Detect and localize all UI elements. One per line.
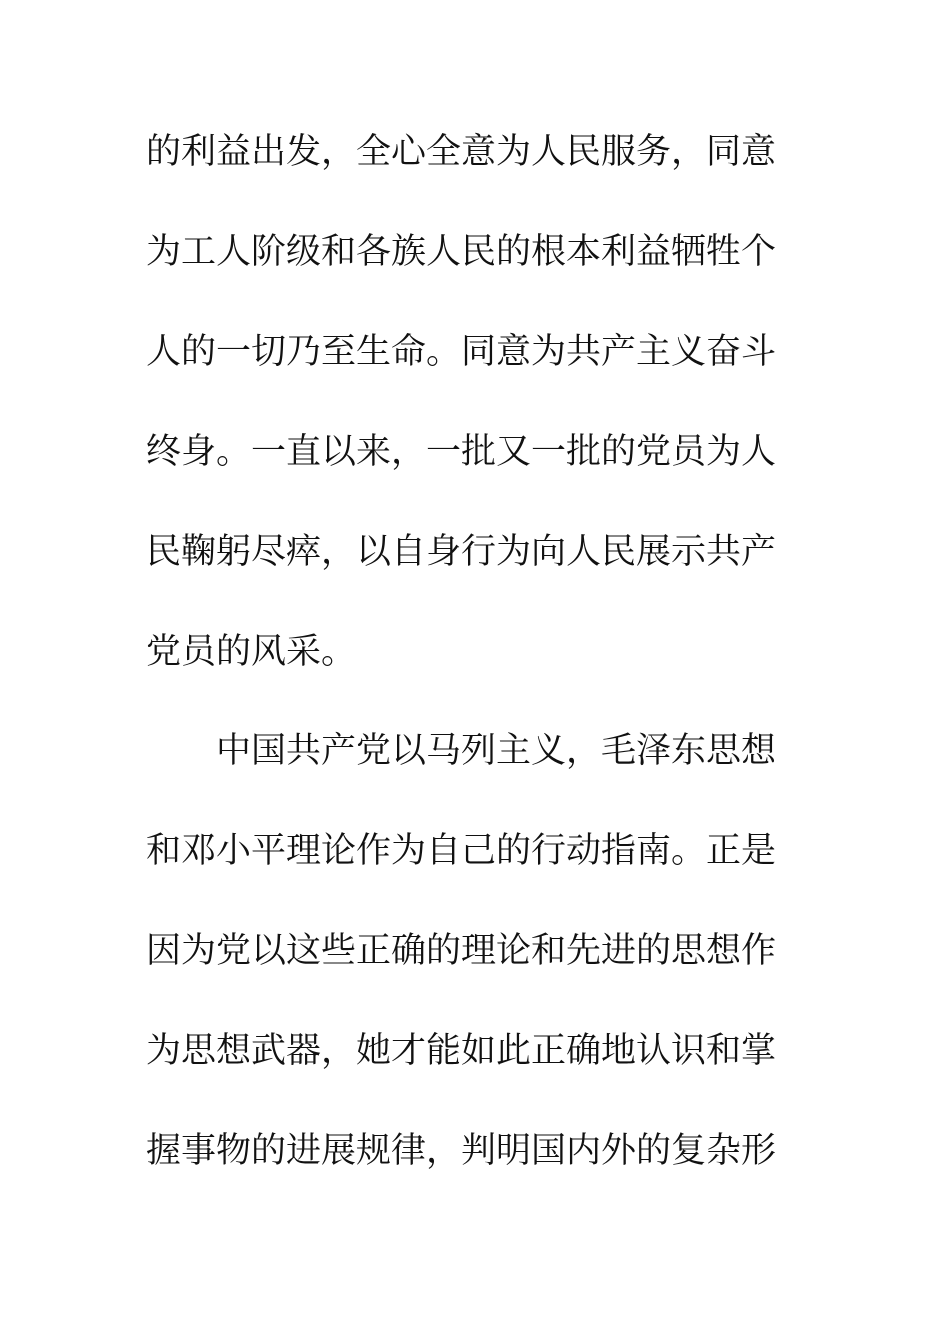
paragraph-1-line-4: 终身。一直以来，一批又一批的党员为人 [146,432,777,472]
paragraph-2-line-2: 和邓小平理论作为自己的行动指南。正是 [146,831,777,871]
paragraph-2-line-4: 为思想武器，她才能如此正确地认识和掌 [146,1031,777,1071]
paragraph-1-line-2: 为工人阶级和各族人民的根本利益牺牲个 [146,232,777,272]
paragraph-2-line-5: 握事物的进展规律，判明国内外的复杂形 [146,1131,777,1171]
paragraph-1-line-5: 民鞠躬尽瘁，以自身行为向人民展示共产 [146,532,777,572]
paragraph-1-line-1: 的利益出发，全心全意为人民服务，同意 [146,132,777,172]
paragraph-1-line-3: 人的一切乃至生命。同意为共产主义奋斗 [146,332,777,372]
paragraph-2-line-1: 中国共产党以马列主义，毛泽东思想 [216,731,777,771]
paragraph-2-line-3: 因为党以这些正确的理论和先进的思想作 [146,931,777,971]
paragraph-1-line-6: 党员的风采。 [146,632,357,672]
